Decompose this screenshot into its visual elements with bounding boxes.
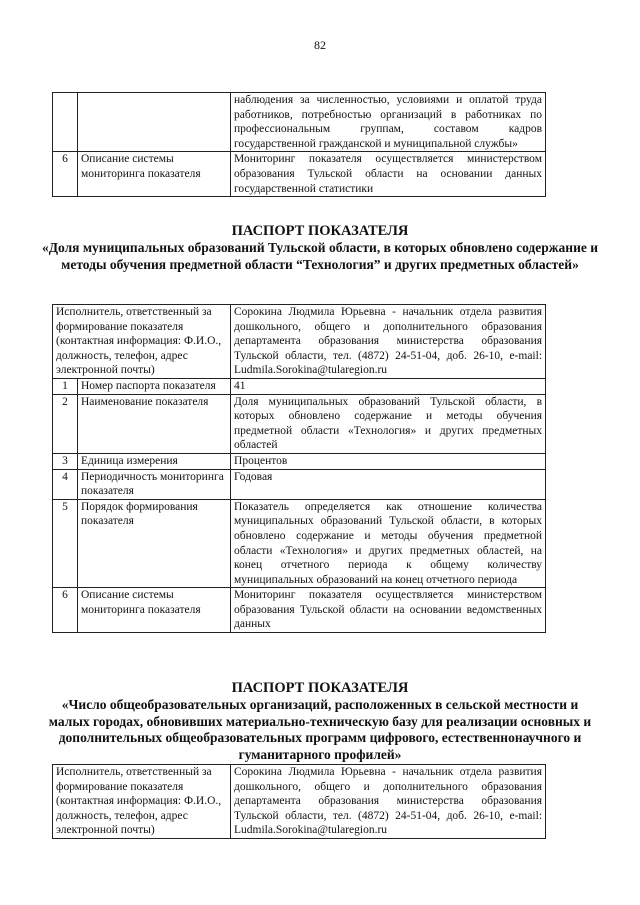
row-value: Процентов — [231, 453, 546, 469]
row-number: 4 — [53, 469, 78, 499]
passport-subtitle: «Доля муниципальных образований Тульской области, в которых обновлено содержание и методы обучения предметной области “Технология” и других предметных областей» — [42, 240, 598, 272]
row-label: Периодичность мониторинга показателя — [78, 469, 231, 499]
table-row — [53, 765, 546, 839]
passport-title: ПАСПОРТ ПОКАЗАТЕЛЯ — [231, 223, 409, 239]
table-row — [53, 305, 546, 379]
row-number: 6 — [53, 588, 78, 633]
row-value-cell: наблюдения за численностью, условиями и оплатой труда работников, потребностью организаций в работниках по профессиональным группам, составом кадров государственной гражданской и муниципальной службы» — [231, 93, 546, 152]
row-value: Показатель определяется как отношение количества муниципальных образований Тульской области, в которых обновлено содержание и методы обучения предметной области «Технология» и других предметных областей, на конец отчетного периода к общему количеству муниципальных образований на конец отчетного периода — [231, 499, 546, 588]
passport-heading — [40, 679, 600, 763]
row-value: Годовая — [231, 469, 546, 499]
table-row — [53, 152, 546, 197]
passport-title: ПАСПОРТ ПОКАЗАТЕЛЯ — [231, 680, 409, 696]
table-row — [53, 378, 546, 394]
row-label: Единица измерения — [78, 453, 231, 469]
table-row — [53, 499, 546, 588]
row-value: Мониторинг показателя осуществляется министерством образования Тульской области на основании ведомственных данных — [231, 588, 546, 633]
row-number: 5 — [53, 499, 78, 588]
row-label: Номер паспорта показателя — [78, 378, 231, 394]
table-row — [53, 93, 546, 152]
row-label: Описание системы мониторинга показателя — [78, 588, 231, 633]
row-value: Мониторинг показателя осуществляется министерством образования Тульской области на основании данных государственной статистики — [231, 152, 546, 197]
row-label: Описание системы мониторинга показателя — [78, 152, 231, 197]
row-label: Наименование показателя — [78, 394, 231, 453]
passport-table — [52, 304, 546, 633]
table-continuation — [52, 92, 546, 197]
passport-table — [52, 764, 546, 839]
executor-value: Сорокина Людмила Юрьевна - начальник отдела развития дошкольного, общего и дополнительного образования департамента образования министерства образования Тульской области, тел. (4872) 24-51-04, доб. 26-10, e-mail: Ludmila.Sorokina@tularegion.ru — [231, 305, 546, 379]
row-number: 2 — [53, 394, 78, 453]
passport-subtitle: «Число общеобразовательных организаций, расположенных в сельской местности и малых городах, обновивших материально-техническую базу для реализации основных и дополнительных общеобразовательных программ цифрового, естественнонаучного и гуманитарного профилей» — [48, 697, 592, 762]
row-number: 1 — [53, 378, 78, 394]
executor-value: Сорокина Людмила Юрьевна - начальник отдела развития дошкольного, общего и дополнительного образования департамента образования министерства образования Тульской области, тел. (4872) 24-51-04, доб. 26-10, e-mail: Ludmila.Sorokina@tularegion.ru — [231, 765, 546, 839]
row-number-cell — [53, 93, 78, 152]
table-row — [53, 453, 546, 469]
row-number: 6 — [53, 152, 78, 197]
table-row — [53, 588, 546, 633]
passport-heading — [40, 222, 600, 273]
table-row — [53, 394, 546, 453]
row-value: Доля муниципальных образований Тульской области, в которых обновлено содержание и методы обучения предметной области «Технология» и других предметных областей — [231, 394, 546, 453]
row-number: 3 — [53, 453, 78, 469]
table-row — [53, 469, 546, 499]
page-number: 82 — [314, 38, 326, 52]
executor-label: Исполнитель, ответственный за формирование показателя (контактная информация: Ф.И.О., должность, телефон, адрес электронной почты) — [53, 305, 231, 379]
executor-label: Исполнитель, ответственный за формирование показателя (контактная информация: Ф.И.О., должность, телефон, адрес электронной почты) — [53, 765, 231, 839]
row-label: Порядок формирования показателя — [78, 499, 231, 588]
row-value: 41 — [231, 378, 546, 394]
row-label-cell — [78, 93, 231, 152]
